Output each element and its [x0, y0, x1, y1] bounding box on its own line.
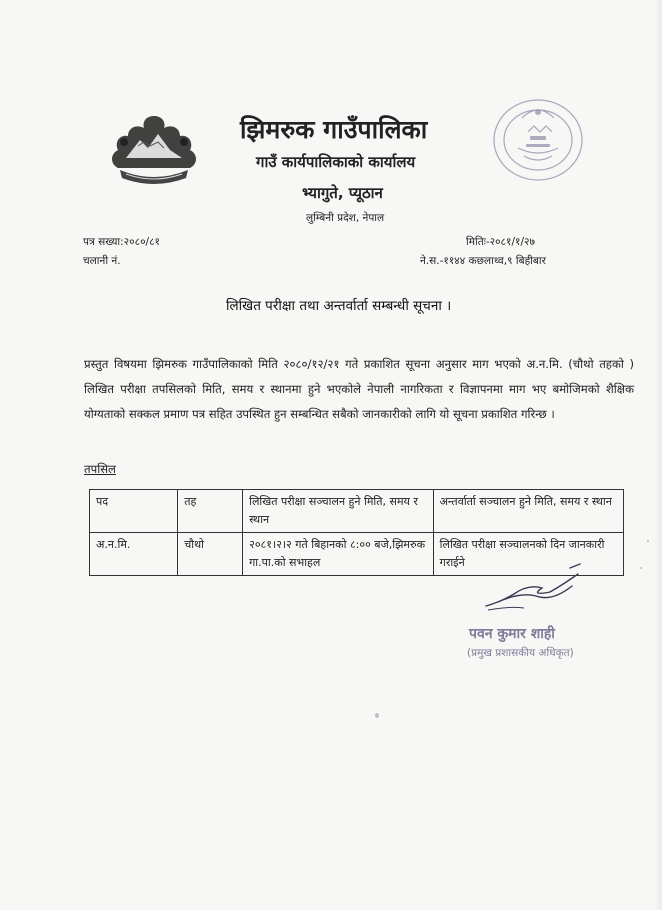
signatory-title: (प्रमुख प्रशासकीय अधिकृत): [467, 647, 574, 659]
signatory-name: पवन कुमार शाही: [469, 626, 555, 642]
office-stamp-icon: [488, 92, 588, 184]
header-post: पद: [90, 490, 178, 533]
signature-scribble: [480, 562, 590, 614]
office-name: गाउँ कार्यपालिकाको कार्यालय: [256, 153, 416, 171]
cell-level: चौथो: [178, 533, 243, 576]
nepal-emblem-icon: [106, 112, 202, 190]
office-address: भ्यागुते, प्यूठान: [302, 184, 383, 202]
table-header-row: [90, 490, 624, 533]
dispatch-number: चलानी नं.: [83, 255, 121, 267]
scan-speck: [375, 713, 379, 718]
reference-number: पत्र सख्या:२०८०/८१: [83, 236, 160, 248]
scan-speck: [640, 567, 642, 569]
province-line: लुम्बिनी प्रदेश, नेपाल: [306, 212, 385, 224]
issue-date: मितिः-२०८१/१/२७: [466, 236, 535, 248]
header-written-exam: लिखित परीक्षा सञ्चालन हुने मिति, समय र स्थान: [243, 490, 434, 533]
scan-speck: [647, 540, 649, 542]
header-interview: अन्तर्वार्ता सञ्चालन हुने मिति, समय र स्थान: [433, 490, 623, 533]
org-name: झिमरुक गाउँपालिका: [240, 115, 428, 144]
header-level: तह: [178, 490, 243, 533]
cell-written-exam: २०८१।२।२ गते बिहानको ८:०० बजे,झिमरुक गा.पा.को सभाहल: [243, 533, 434, 576]
cell-post: अ.न.मि.: [90, 533, 178, 576]
cell-interview: लिखित परीक्षा सञ्चालनको दिन जानकारी गराईने: [433, 533, 623, 576]
nepal-sambat-date: ने.स.-११४४ कछलाथ्व,९ बिहीबार: [420, 255, 546, 267]
schedule-label: तपसिल: [84, 462, 116, 476]
notice-body: प्रस्तुत विषयमा झिमरुक गाउँपालिकाको मिति २०८०/१२/२१ गते प्रकाशित सूचना अनुसार माग भएको अ.न.मि. (चौथो तहको ) लिखित परीक्षा तपसिलको मिति, समय र स्थानमा हुने भएकोले नेपाली नागरिकता र विज्ञापनमा माग भए बमोजिमको शैक्षिक योग्यताको सक्कल प्रमाण पत्र सहित उपस्थित हुन सम्बन्धित सबैको जानकारीको लागि यो सूचना प्रकाशित गरिन्छ ।: [84, 357, 634, 421]
notice-subject: लिखित परीक्षा तथा अन्तर्वार्ता सम्बन्धी सूचना ।: [226, 298, 452, 314]
